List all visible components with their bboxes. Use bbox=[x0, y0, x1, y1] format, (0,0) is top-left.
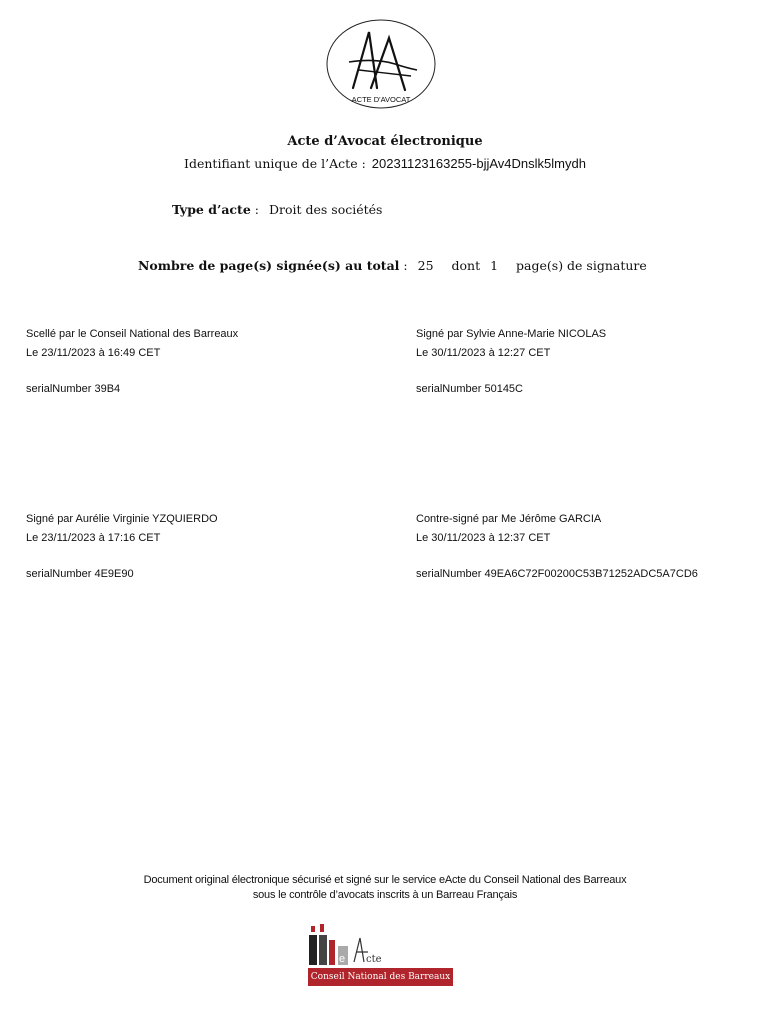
signature-serial: serialNumber 4E9E90 bbox=[26, 568, 134, 580]
identifier-label: Identifiant unique de l’Acte : bbox=[184, 156, 366, 171]
signature-serial: serialNumber 50145C bbox=[416, 383, 523, 395]
pages-row bbox=[138, 258, 647, 273]
signature-date: Le 23/11/2023 à 16:49 CET bbox=[26, 347, 161, 359]
identifier-line bbox=[0, 156, 770, 171]
signature-signer: Scellé par le Conseil National des Barreaux bbox=[26, 328, 239, 340]
signature-signer: Contre-signé par Me Jérôme GARCIA bbox=[416, 513, 602, 525]
type-value: Droit des sociétés bbox=[268, 202, 383, 217]
footer-line-1: Document original électronique sécurisé et signé sur le service eActe du Conseil National des Barreaux bbox=[143, 874, 627, 886]
type-separator: : bbox=[254, 202, 259, 217]
signature-block bbox=[416, 510, 698, 584]
svg-text:e: e bbox=[339, 953, 346, 965]
signature-serial: serialNumber 49EA6C72F00200C53B71252ADC5A7CD6 bbox=[416, 568, 698, 580]
type-label: Type d’acte bbox=[172, 202, 251, 217]
signature-date: Le 30/11/2023 à 12:37 CET bbox=[416, 532, 551, 544]
identifier-value: 20231123163255-bjjAv4Dnslk5lmydh bbox=[371, 156, 586, 171]
pages-label: Nombre de page(s) signée(s) au total bbox=[138, 258, 400, 273]
signature-date: Le 30/11/2023 à 12:27 CET bbox=[416, 347, 551, 359]
pages-signature-label: page(s) de signature bbox=[516, 258, 647, 273]
signature-signer: Signé par Sylvie Anne-Marie NICOLAS bbox=[416, 328, 607, 340]
signature-block bbox=[416, 325, 606, 399]
type-row bbox=[172, 202, 382, 217]
footer-line-2: sous le contrôle d’avocats inscrits à un Barreau Français bbox=[252, 889, 518, 901]
pages-signature-count: 1 bbox=[490, 258, 499, 273]
cnb-logo-band: Conseil National des Barreaux bbox=[308, 968, 453, 986]
signature-block bbox=[26, 325, 238, 399]
svg-text:cte: cte bbox=[366, 954, 382, 965]
acte-avocat-logo bbox=[325, 18, 437, 110]
footer-text bbox=[0, 873, 770, 903]
signature-signer: Signé par Aurélie Virginie YZQUIERDO bbox=[26, 513, 218, 525]
signature-block bbox=[26, 510, 218, 584]
logo-caption: ACTE D'AVOCAT bbox=[351, 95, 411, 104]
signature-date: Le 23/11/2023 à 17:16 CET bbox=[26, 532, 161, 544]
pages-dont: dont bbox=[451, 258, 481, 273]
pages-separator: : bbox=[403, 258, 408, 273]
pages-total: 25 bbox=[417, 258, 434, 273]
signature-serial: serialNumber 39B4 bbox=[26, 383, 121, 395]
document-title: Acte d’Avocat électronique bbox=[287, 134, 483, 149]
